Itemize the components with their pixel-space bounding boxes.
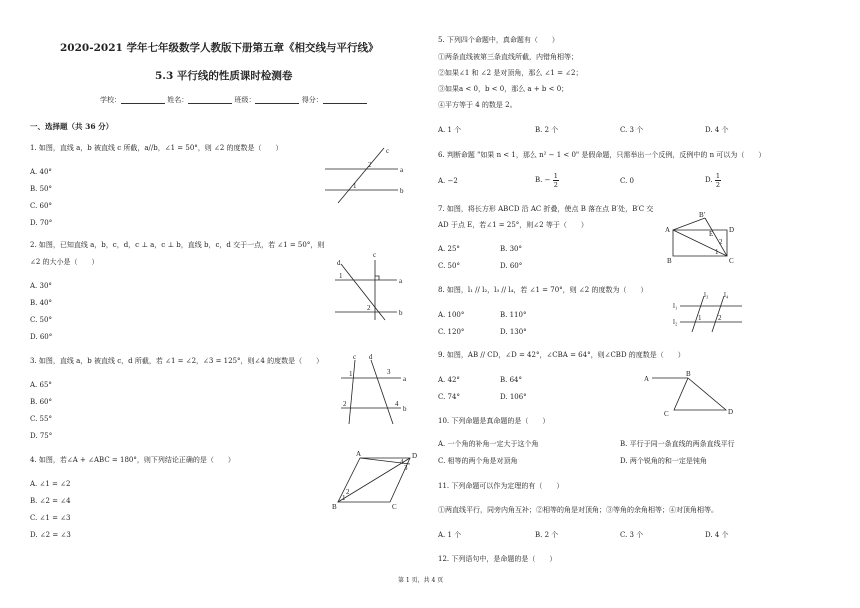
q8-stem: 8. 如图，l₁ // l₂，l₃ // l₄，若 ∠1 = 70°，则 ∠2 的度数为（ ） <box>438 286 648 294</box>
q5-option-c[interactable]: C. 3 个 <box>620 126 644 134</box>
q7-label-1: 1 <box>715 248 719 256</box>
q9-label-A: A <box>644 375 650 383</box>
q3-stem: 3. 如图，直线 a，b 被直线 c，d 所截，若 ∠1 = ∠2，∠3 = 125°，则∠4 的度数是（ ） <box>30 357 324 365</box>
q9-figure <box>640 372 750 417</box>
q11-option-c[interactable]: C. 3 个 <box>620 531 644 539</box>
q2-stem: 2. 如图，已知直线 a，b，c，d，c ⊥ a，c ⊥ b，直线 b，c，d 交于一点，若 ∠1 = 50°，则 <box>30 241 325 249</box>
q6-option-a[interactable]: A. −2 <box>438 177 458 185</box>
q1-label-2: 2 <box>368 161 372 169</box>
q5-line-1: ①两条直线被第三条直线所截，内错角相等； <box>438 53 578 61</box>
q4-label-2: 2 <box>346 488 350 496</box>
q10-option-b[interactable]: B. 平行于同一条直线的两条直线平行 <box>620 440 735 448</box>
q7-option-b[interactable]: B. 30° <box>500 245 523 253</box>
section-heading: 一、选择题（共 36 分） <box>30 122 114 131</box>
score-blank[interactable] <box>323 96 367 104</box>
q3-option-a[interactable]: A. 65° <box>30 381 52 389</box>
q10-option-d[interactable]: D. 两个锐角的和一定是钝角 <box>620 457 707 465</box>
q5-option-b[interactable]: B. 2 个 <box>535 126 559 134</box>
q5-option-a[interactable]: A. 1 个 <box>438 126 462 134</box>
doc-subtitle: 5.3 平行线的性质课时检测卷 <box>155 70 293 82</box>
q4-label-3: 3 <box>404 464 408 472</box>
q8-figure <box>670 292 745 337</box>
q8-label-l4: l₄ <box>724 291 729 299</box>
q1-label-c: c <box>386 147 390 155</box>
q5-line-4: ④平方等于 4 的数是 2。 <box>438 101 517 109</box>
q8-label-l1: l₁ <box>673 302 678 310</box>
q4-figure <box>330 450 420 510</box>
q4-stem: 4. 如图，若∠A + ∠ABC = 180°，则下列结论正确的是（ ） <box>30 456 235 464</box>
q3-label-b: b <box>403 405 407 413</box>
q6-option-b-fraction <box>553 172 559 189</box>
q7-label-A: A <box>665 226 671 234</box>
doc-title: 2020-2021 学年七年级数学人教版下册第五章《相交线与平行线》 <box>60 42 379 54</box>
q9-label-D: D <box>728 408 734 416</box>
q7-label-D: D <box>729 226 735 234</box>
q2-option-a[interactable]: A. 30° <box>30 282 52 290</box>
q4-label-1: 1 <box>342 494 346 502</box>
q2-option-c[interactable]: C. 50° <box>30 316 52 324</box>
name-blank[interactable] <box>188 96 232 104</box>
q7-option-c[interactable]: C. 50° <box>438 262 460 270</box>
q7-label-C: C <box>729 257 734 265</box>
q6-b-den: 2 <box>553 181 558 189</box>
q7-stem-cont: AD 于点 E，若∠1 = 25°，则∠2 等于（ ） <box>438 221 588 229</box>
q11-option-a[interactable]: A. 1 个 <box>438 531 462 539</box>
q6-option-b[interactable] <box>535 172 559 189</box>
q1-option-a[interactable]: A. 40° <box>30 168 52 176</box>
q1-label-b: b <box>400 187 404 195</box>
q3-label-2: 2 <box>343 400 347 408</box>
q6-option-c[interactable]: C. 0 <box>620 177 635 185</box>
q3-label-1: 1 <box>349 370 353 378</box>
q4-label-C: C <box>392 503 397 511</box>
q4-label-D: D <box>412 452 418 460</box>
q7-label-2: 2 <box>719 238 723 246</box>
q2-option-d[interactable]: D. 60° <box>30 333 53 341</box>
q2-label-2: 2 <box>367 304 371 312</box>
q7-label-Bp: B′ <box>699 211 706 219</box>
q1-label-1: 1 <box>353 182 357 190</box>
q4-option-b[interactable]: B. ∠2 = ∠4 <box>30 497 71 505</box>
q6-d-num: 1 <box>715 172 720 180</box>
q3-option-c[interactable]: C. 55° <box>30 415 52 423</box>
q1-stem: 1. 如图，直线 a，b 被直线 c 所截，a//b，∠1 = 50°，则 ∠2 的度数是（ ） <box>30 144 283 152</box>
q11-line: ①两直线平行，同旁内角互补；②相等的角是对顶角；③等角的余角相等；④对顶角相等。 <box>438 506 718 514</box>
q5-stem: 5. 下列四个命题中，真命题有（ ） <box>438 36 559 44</box>
q1-option-d[interactable]: D. 70° <box>30 219 53 227</box>
q4-option-d[interactable]: D. ∠2 = ∠3 <box>30 531 71 539</box>
q9-label-B: B <box>686 370 691 378</box>
q1-option-c[interactable]: C. 60° <box>30 202 52 210</box>
q3-label-4: 4 <box>395 400 399 408</box>
q1-figure <box>320 145 410 205</box>
q6-stem: 6. 判断命题 "如果 n < 1，那么 n² − 1 < 0" 是假命题，只需举出一个反例，反例中的 n 可以为（ ） <box>438 151 766 159</box>
q3-label-a: a <box>403 375 407 383</box>
q7-label-E: E <box>709 230 714 238</box>
q9-option-a[interactable]: A. 42° <box>438 376 460 384</box>
q2-label-a: a <box>399 277 403 285</box>
q8-label-l2: l₂ <box>673 318 678 326</box>
q8-option-d[interactable]: D. 130° <box>500 328 527 336</box>
q3-option-d[interactable]: D. 75° <box>30 432 53 440</box>
name-label: 姓名： <box>167 96 189 104</box>
q9-stem: 9. 如图，AB // CD，∠D = 42°，∠CBA = 64°，则∠CBD 的度数是（ ） <box>438 351 685 359</box>
q2-label-d: d <box>337 259 341 267</box>
info-line <box>100 96 367 104</box>
q5-line-2: ②如果∠1 和 ∠2 是对顶角，那么 ∠1 = ∠2； <box>438 69 583 77</box>
q10-option-c[interactable]: C. 相等的两个角是对顶角 <box>438 457 518 465</box>
q7-label-B: B <box>667 257 672 265</box>
q6-b-num: 1 <box>553 172 558 180</box>
q11-stem: 11. 下列命题可以作为定理的有（ ） <box>438 482 564 490</box>
q2-label-b: b <box>399 309 403 317</box>
q3-option-b[interactable]: B. 60° <box>30 398 53 406</box>
q7-figure <box>665 212 740 264</box>
q3-figure <box>335 352 415 427</box>
q8-label-l3: l₃ <box>704 291 709 299</box>
q6-option-d-fraction <box>715 172 721 189</box>
school-blank[interactable] <box>121 96 165 104</box>
q7-stem: 7. 如图，将长方形 ABCD 沿 AC 折叠，使点 B 落在点 B′处，B′C 交 <box>438 205 654 213</box>
q4-label-B: B <box>332 503 337 511</box>
q8-label-2: 2 <box>718 314 722 322</box>
q2-figure <box>325 248 410 323</box>
q6-option-d-label: D. <box>705 176 715 184</box>
q9-label-C: C <box>664 410 669 418</box>
q10-option-a[interactable]: A. 一个角的补角一定大于这个角 <box>438 440 539 448</box>
q2-label-c: c <box>373 251 377 259</box>
q5-option-d[interactable]: D. 4 个 <box>705 126 729 134</box>
q9-option-c[interactable]: C. 74° <box>438 393 460 401</box>
q2-label-1: 1 <box>339 272 343 280</box>
q2-option-b[interactable]: B. 40° <box>30 299 53 307</box>
class-blank[interactable] <box>255 96 299 104</box>
q4-label-A: A <box>356 450 362 458</box>
q6-option-d[interactable] <box>705 172 721 189</box>
q11-option-b[interactable]: B. 2 个 <box>535 531 559 539</box>
q5-line-3: ③如果a < 0，b < 0，那么 a + b < 0； <box>438 85 569 93</box>
q9-option-d[interactable]: D. 106° <box>500 393 527 401</box>
q8-option-a[interactable]: A. 100° <box>438 311 465 319</box>
q7-option-d[interactable]: D. 60° <box>500 262 523 270</box>
q6-d-den: 2 <box>715 181 720 189</box>
q8-label-1: 1 <box>698 314 702 322</box>
school-label: 学校： <box>100 96 121 104</box>
q8-option-c[interactable]: C. 120° <box>438 328 465 336</box>
q6-option-b-label: B. − <box>535 176 551 184</box>
score-label: 得分： <box>301 96 323 104</box>
q4-label-4: 4 <box>400 458 404 466</box>
q8-option-b[interactable]: B. 110° <box>500 311 527 319</box>
q1-label-a: a <box>400 166 404 174</box>
q1-option-b[interactable]: B. 50° <box>30 185 53 193</box>
q3-label-3: 3 <box>387 368 391 376</box>
q4-option-c[interactable]: C. ∠1 = ∠3 <box>30 514 71 522</box>
q12-stem: 12. 下列语句中，是命题的是（ ） <box>438 555 557 563</box>
q7-option-a[interactable]: A. 25° <box>438 245 460 253</box>
q3-label-c: c <box>353 353 357 361</box>
q9-option-b[interactable]: B. 64° <box>500 376 523 384</box>
page-footer: 第 1 页，共 4 页 <box>398 577 444 584</box>
q2-stem-cont: ∠2 的大小是（ ） <box>30 258 99 266</box>
q3-label-d: d <box>369 353 373 361</box>
q11-option-d[interactable]: D. 4 个 <box>705 531 729 539</box>
q4-option-a[interactable]: A. ∠1 = ∠2 <box>30 480 71 488</box>
class-label: 班级： <box>234 96 256 104</box>
q10-stem: 10. 下列命题是真命题的是（ ） <box>438 417 550 425</box>
